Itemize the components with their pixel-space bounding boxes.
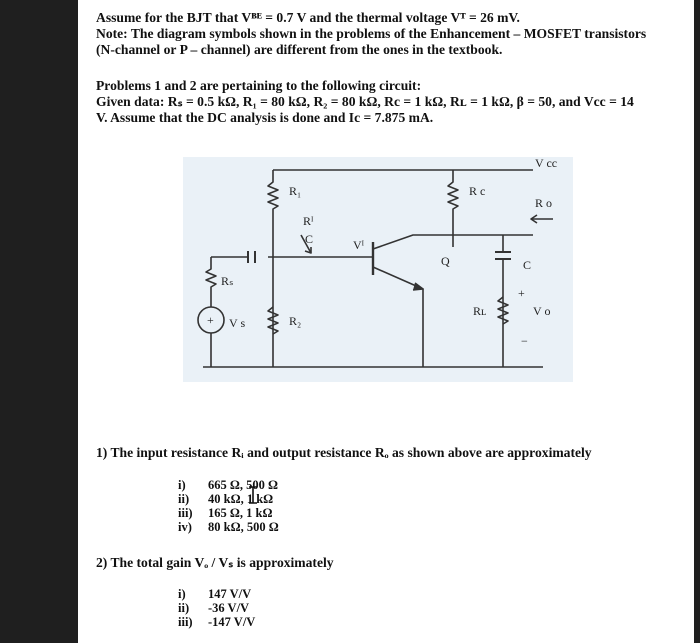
label-c-out: C (523, 258, 532, 272)
q1-option-2 (178, 492, 273, 507)
bjt-collector (373, 235, 453, 249)
question-1 (96, 445, 592, 461)
q1-option-3 (178, 506, 272, 521)
problems-intro: Problems 1 and 2 are pertaining to the following circuit: (96, 78, 422, 93)
label-ri: Rᴵ (303, 214, 314, 228)
question-2 (96, 555, 334, 571)
given-data (96, 78, 686, 126)
q2-option-2-num: ii) (178, 601, 190, 615)
label-minus-out: − (521, 334, 528, 348)
document-page (78, 0, 694, 643)
q1-option-3-num: iii) (178, 506, 193, 520)
given-values: Given data: Rₛ = 0.5 kΩ, R₁ = 80 kΩ, R₂ = 80 kΩ, Rc = 1 kΩ, Rʟ = 1 kΩ, β = 50, and Vcc = 14 (96, 94, 634, 109)
label-q: Q (441, 254, 450, 268)
label-vs: V s (229, 316, 246, 330)
label-c-in: C (305, 232, 314, 246)
q2-option-1-num: i) (178, 587, 186, 601)
q1-option-1 (178, 478, 278, 493)
note-line-2: (N-channel or P – channel) are different from the ones in the textbook. (96, 42, 503, 57)
assumption-line: Assume for the BJT that Vᴮᴱ = 0.7 V and the thermal voltage Vᵀ = 26 mV. (96, 10, 520, 25)
emitter-arrow (413, 283, 423, 290)
bjt-emitter (373, 267, 423, 367)
question-2-text: 2) The total gain Vₒ / Vₛ is approximately (96, 555, 334, 570)
label-r2: R₂ (289, 314, 302, 328)
label-rs: Rₛ (221, 274, 234, 288)
rs-resistor (206, 257, 216, 307)
question-1-text: 1) The input resistance Rᵢ and output resistance Rₒ as shown above are approximately (96, 445, 592, 460)
circuit-diagram (183, 157, 573, 382)
text-cursor-icon (248, 486, 258, 504)
label-vi: Vᴵ (353, 238, 365, 252)
label-r1: R₁ (289, 184, 302, 198)
q1-option-4 (178, 520, 279, 535)
q1-option-1-text: 665 Ω, 500 Ω (208, 478, 279, 492)
circuit-schematic (183, 157, 573, 382)
label-ro: R o (535, 196, 553, 210)
label-vo: V o (533, 304, 551, 318)
q1-option-4-text: 80 kΩ, 500 Ω (208, 520, 279, 534)
q1-option-1-num: i) (178, 478, 186, 492)
header-notes (96, 10, 686, 58)
q1-option-2-num: ii) (178, 492, 190, 506)
q2-option-3-num: iii) (178, 615, 193, 629)
label-vcc: V cc (535, 157, 558, 170)
note-line: Note: The diagram symbols shown in the problems of the Enhancement – MOSFET transistors (96, 26, 647, 41)
label-rc: R c (469, 184, 486, 198)
q2-option-2 (178, 601, 249, 616)
given-values-2: V. Assume that the DC analysis is done and Ic = 7.875 mA. (96, 110, 434, 125)
q2-option-3-text: -147 V/V (208, 615, 256, 629)
q2-option-1-text: 147 V/V (208, 587, 252, 601)
label-plus-out: + (518, 286, 525, 300)
r1-resistor (268, 170, 278, 367)
q1-option-3-text: 165 Ω, 1 kΩ (208, 506, 273, 520)
q2-option-1 (178, 587, 251, 602)
label-rl: Rʟ (473, 304, 487, 318)
input-capacitor (248, 251, 255, 263)
q2-option-3 (178, 615, 255, 630)
q1-option-2-text: 40 kΩ, 1 kΩ (208, 492, 274, 506)
rc-resistor (448, 170, 458, 235)
label-plus-src: + (207, 313, 214, 327)
q1-option-4-num: iv) (178, 520, 192, 534)
q2-option-2-text: -36 V/V (208, 601, 250, 615)
